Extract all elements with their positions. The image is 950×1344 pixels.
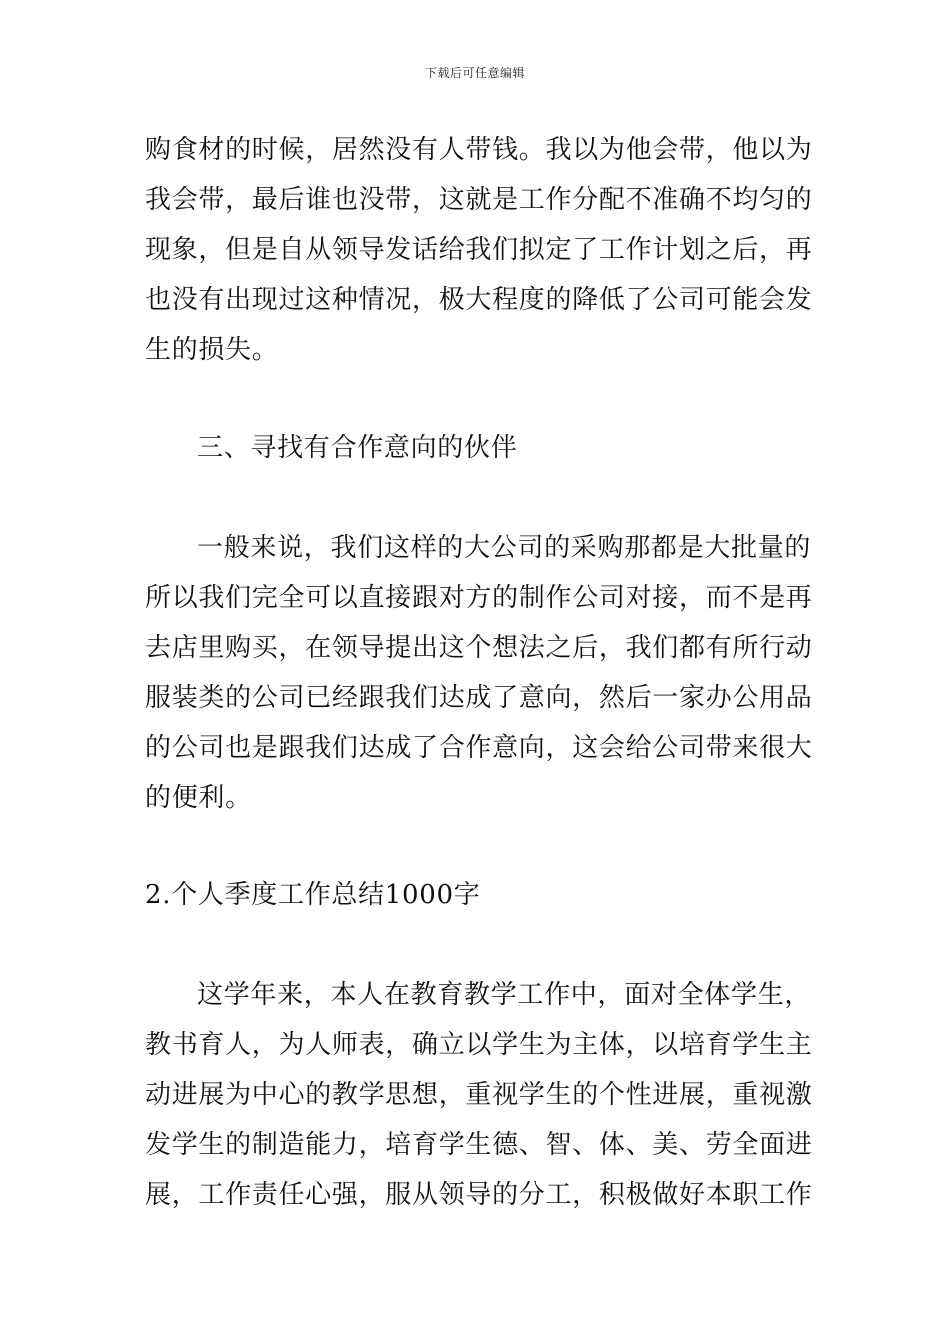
text-line: 现象，但是自从领导发话给我们拟定了工作计划之后，再 (145, 235, 813, 265)
text-line: 教书育人，为人师表，确立以学生为主体，以培育学生主 (145, 1030, 813, 1060)
text-line: 发学生的制造能力，培育学生德、智、体、美、劳全面进 (145, 1130, 813, 1160)
text-line: 所以我们完全可以直接跟对方的制作公司对接，而不是再 (145, 583, 813, 613)
page-header: 下载后可任意编辑 (424, 66, 525, 80)
text-line: 也没有出现过这种情况，极大程度的降低了公司可能会发 (145, 285, 813, 315)
text-line: 的公司也是跟我们达成了合作意向，这会给公司带来很大 (145, 733, 813, 763)
text-line: 的便利。 (145, 783, 252, 813)
text-line: 服装类的公司已经跟我们达成了意向，然后一家办公用品 (145, 683, 813, 713)
text-line: 购食材的时候，居然没有人带钱。我以为他会带，他以为 (145, 135, 813, 165)
text-line: 我会带，最后谁也没带，这就是工作分配不准确不均匀的 (145, 185, 813, 215)
text-line: 一般来说，我们这样的大公司的采购那都是大批量的 (197, 533, 812, 563)
text-line: 去店里购买，在领导提出这个想法之后，我们都有所行动 (145, 633, 813, 663)
text-line: 这学年来，本人在教育教学工作中，面对全体学生， (197, 980, 812, 1010)
text-line: 动进展为中心的教学思想，重视学生的个性进展，重视激 (145, 1080, 813, 1110)
section-heading: 三、寻找有合作意向的伙伴 (197, 433, 518, 463)
text-line: 生的损失。 (145, 335, 279, 365)
section-title: 2.个人季度工作总结1000字 (145, 880, 481, 910)
text-line: 展，工作责任心强，服从领导的分工，积极做好本职工作 (145, 1180, 813, 1210)
